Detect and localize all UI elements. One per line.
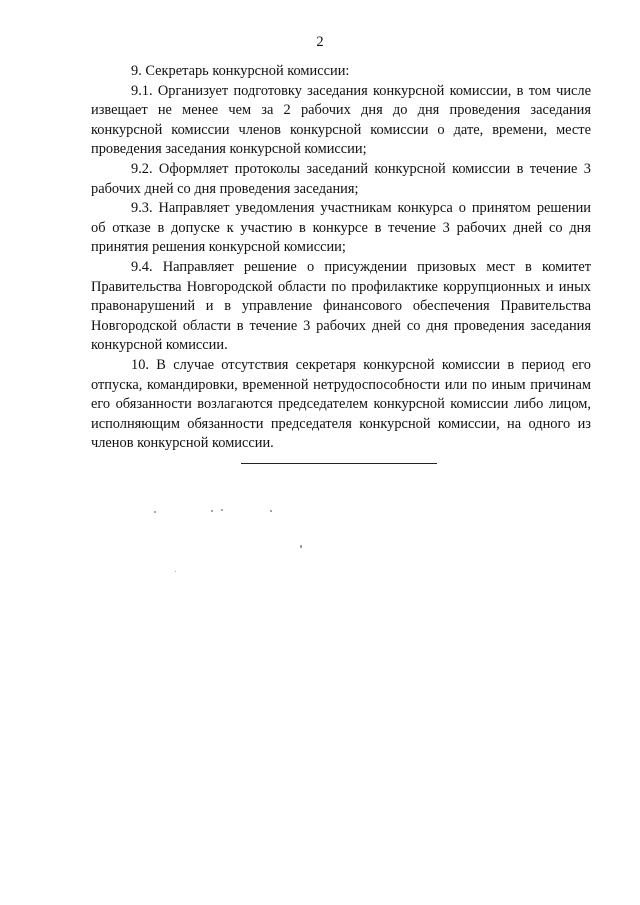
scan-speck	[154, 511, 156, 513]
document-body	[91, 62, 591, 454]
paragraph-9-heading: 9. Секретарь конкурсной комиссии:	[131, 63, 350, 79]
scan-speck	[221, 509, 223, 511]
paragraph-9-1: 9.1. Организует подготовку заседания конкурсной комиссии, в том числе извещает не менее чем за 2 рабочих дня до дня проведения заседания конкурсной комиссии членов конкурсной комиссии о дате, времени, месте проведения заседания конкурсной комиссии;	[91, 82, 591, 158]
paragraph-9-3: 9.3. Направляет уведомления участникам конкурса о принятом решении об отказе в допуске к участию в конкурсе в течение 3 рабочих дней со дня принятия решения конкурсной комиссии;	[91, 200, 591, 256]
page-number: 2	[316, 34, 324, 50]
paragraph-9-2: 9.2. Оформляет протоколы заседаний конкурсной комиссии в течение 3 рабочих дней со дня проведения заседания;	[91, 160, 591, 197]
scan-speck	[270, 510, 272, 512]
paragraph-9-4: 9.4. Направляет решение о присуждении призовых мест в комитет Правительства Новгородской области по профилактике коррупционных и иных правонарушений и в управление финансового обеспечения Правительства Новгородской области в течение 3 рабочих дней со дня проведения заседания конкурсной комиссии.	[91, 258, 591, 354]
paragraph-10: 10. В случае отсутствия секретаря конкурсной комиссии в период его отпуска, командировки, временной нетрудоспособности или по иным причинам его обязанности возлагаются председателем конкурсной комиссии либо лицом, исполняющим обязанности председателя конкурсной комиссии, на одного из членов конкурсной комиссии.	[91, 356, 591, 452]
scan-speck	[211, 510, 213, 512]
end-separator-line	[241, 463, 437, 464]
scan-speck	[175, 571, 176, 572]
scan-speck	[300, 545, 302, 548]
